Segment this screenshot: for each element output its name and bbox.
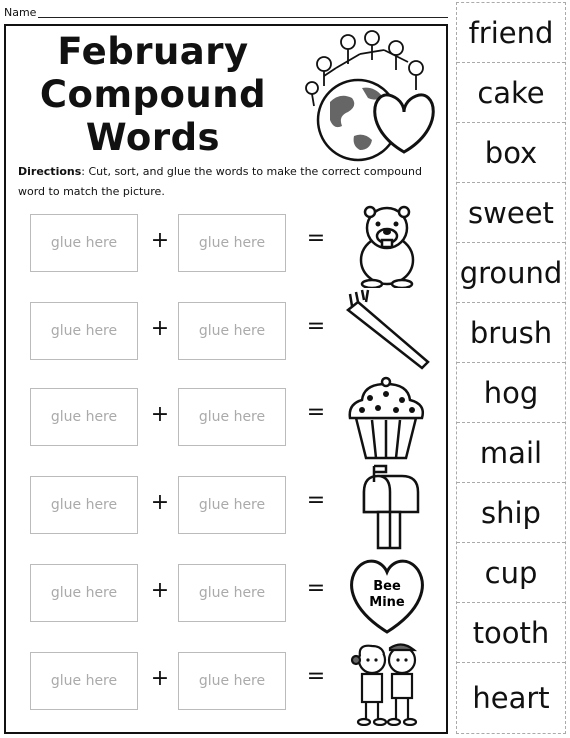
candy-heart-icon xyxy=(342,550,432,638)
word-card[interactable]: mail xyxy=(457,423,565,483)
name-line[interactable] xyxy=(38,17,448,18)
groundhog-icon xyxy=(342,200,432,288)
word-card[interactable]: ship xyxy=(457,483,565,543)
glue-box-left[interactable]: glue here xyxy=(30,564,138,622)
heart-text-line-1: Bee xyxy=(373,579,401,594)
compound-row-3 xyxy=(30,388,440,450)
plus-sign: + xyxy=(150,578,170,603)
compound-row-6 xyxy=(30,652,440,714)
glue-box-right[interactable]: glue here xyxy=(178,652,286,710)
cupcake-icon xyxy=(342,374,432,462)
name-label: Name xyxy=(4,6,37,19)
plus-sign: + xyxy=(150,490,170,515)
title-line-3: Words xyxy=(85,116,221,159)
worksheet-title xyxy=(16,30,290,159)
directions-text: : Cut, sort, and glue the words to make the correct compound word to match the picture. xyxy=(18,165,422,198)
compound-row-5 xyxy=(30,564,440,626)
toothbrush-icon xyxy=(342,288,432,376)
equals-sign: = xyxy=(306,488,326,513)
word-card[interactable]: brush xyxy=(457,303,565,363)
word-card[interactable]: box xyxy=(457,123,565,183)
kids-on-globe-heart-icon xyxy=(296,24,436,162)
plus-sign: + xyxy=(150,228,170,253)
mailbox-icon xyxy=(342,462,432,550)
directions-label: Directions xyxy=(18,165,82,178)
word-card[interactable]: friend xyxy=(457,3,565,63)
plus-sign: + xyxy=(150,316,170,341)
word-card[interactable]: sweet xyxy=(457,183,565,243)
directions xyxy=(18,162,428,202)
word-card[interactable]: ground xyxy=(457,243,565,303)
word-card[interactable]: heart xyxy=(472,681,550,715)
plus-sign: + xyxy=(150,666,170,691)
glue-box-right[interactable]: glue here xyxy=(178,476,286,534)
word-card[interactable]: tooth xyxy=(457,603,565,663)
glue-box-left[interactable]: glue here xyxy=(30,214,138,272)
equals-sign: = xyxy=(306,400,326,425)
glue-box-right[interactable]: glue here xyxy=(178,302,286,360)
compound-row-4 xyxy=(30,476,440,538)
word-card[interactable]: cake xyxy=(457,63,565,123)
word-card[interactable]: cup xyxy=(457,543,565,603)
title-line-2: Compound xyxy=(39,73,267,116)
compound-row-2 xyxy=(30,302,440,364)
title-line-1: February xyxy=(57,30,249,73)
compound-row-1 xyxy=(30,214,440,276)
equals-sign: = xyxy=(306,314,326,339)
cut-out-word-column xyxy=(456,2,566,734)
glue-box-left[interactable]: glue here xyxy=(30,476,138,534)
word-card[interactable]: hog xyxy=(457,363,565,423)
two-friends-icon xyxy=(342,638,432,726)
plus-sign: + xyxy=(150,402,170,427)
glue-box-left[interactable]: glue here xyxy=(30,388,138,446)
glue-box-right[interactable]: glue here xyxy=(178,388,286,446)
equals-sign: = xyxy=(306,576,326,601)
heart-text-line-2: Mine xyxy=(369,595,405,610)
equals-sign: = xyxy=(306,664,326,689)
glue-box-left[interactable]: glue here xyxy=(30,652,138,710)
glue-box-right[interactable]: glue here xyxy=(178,214,286,272)
equals-sign: = xyxy=(306,226,326,251)
glue-box-left[interactable]: glue here xyxy=(30,302,138,360)
glue-box-right[interactable]: glue here xyxy=(178,564,286,622)
